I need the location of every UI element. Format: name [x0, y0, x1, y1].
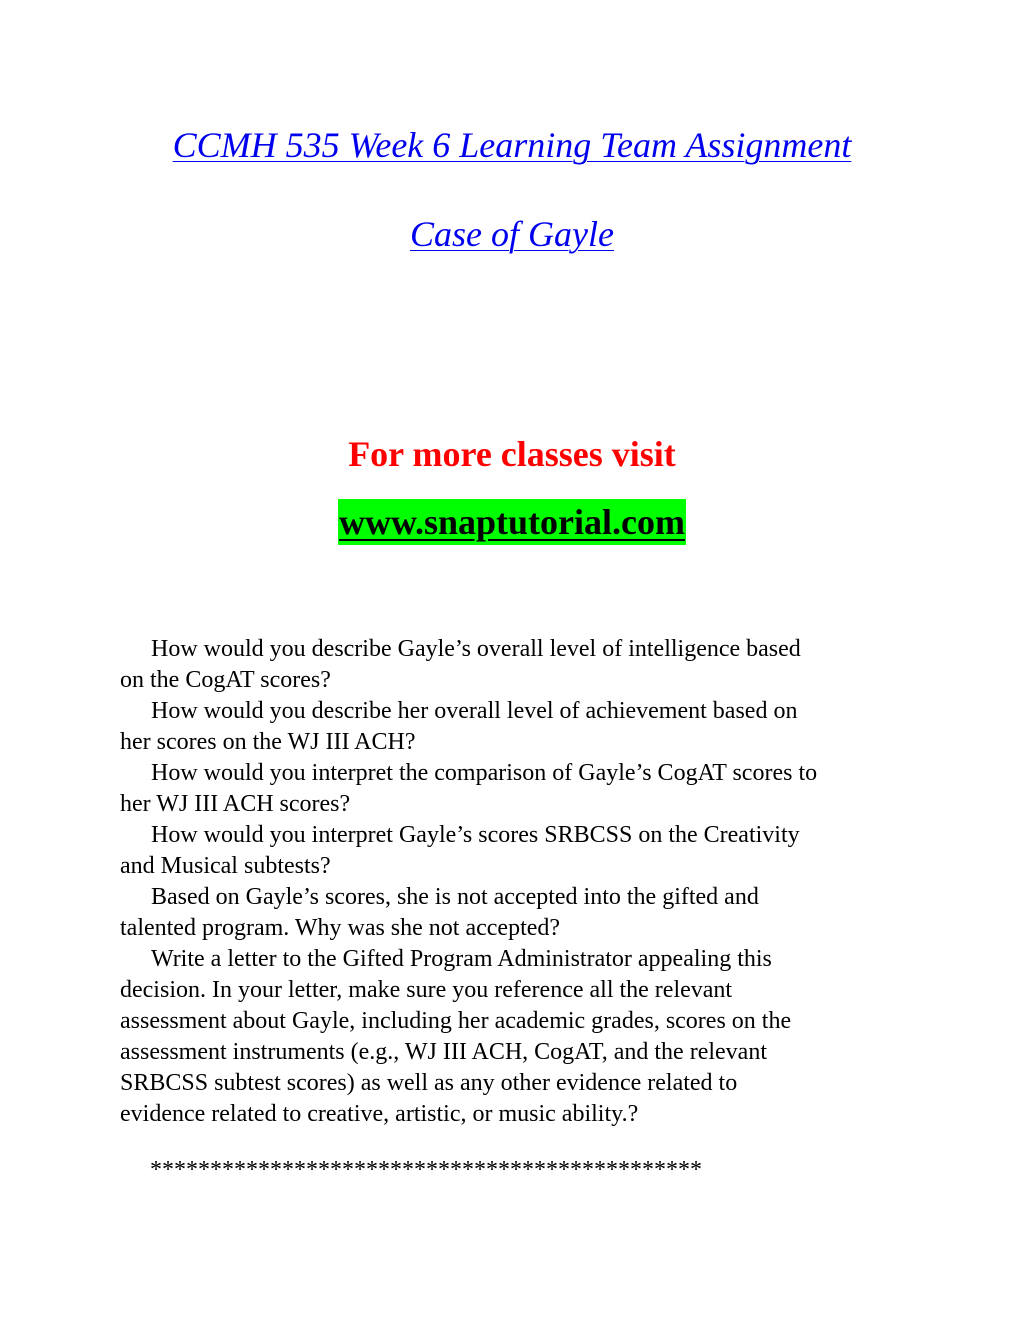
question-item: How would you interpret Gayle’s scores SRBCSS on the Creativity and Musical subtests? — [120, 822, 800, 879]
title-link-course[interactable]: CCMH 535 Week 6 Learning Team Assignment — [172, 125, 852, 165]
question-item: How would you interpret the comparison of Gayle’s CogAT scores to her WJ III ACH scores? — [120, 760, 818, 817]
website-link[interactable]: www.snaptutorial.com — [338, 499, 686, 545]
question-item: Write a letter to the Gifted Program Administrator appealing this decision. In your letter, make sure you reference all the relevant assessment about Gayle, including her academic grades, scores on the assessment instruments (e.g., WJ III ACH, CogAT, and the relevant SRBCSS subtest scores) as well as any other evidence related to evidence related to creative, artistic, or music ability.? — [120, 946, 792, 1127]
promo-heading: For more classes visit — [348, 434, 676, 474]
website-link-container — [0, 499, 1024, 545]
question-item: How would you describe her overall level of achievement based on her scores on the WJ III ACH? — [120, 698, 798, 755]
title-link-case[interactable]: Case of Gayle — [410, 214, 614, 254]
question-item: Based on Gayle’s scores, she is not accepted into the gifted and talented program. Why was she not accepted? — [120, 884, 759, 941]
asterisk-separator: ********************************************** — [150, 1157, 702, 1183]
question-item: How would you describe Gayle’s overall level of intelligence based on the CogAT scores? — [120, 636, 801, 693]
question-list — [120, 634, 910, 1130]
